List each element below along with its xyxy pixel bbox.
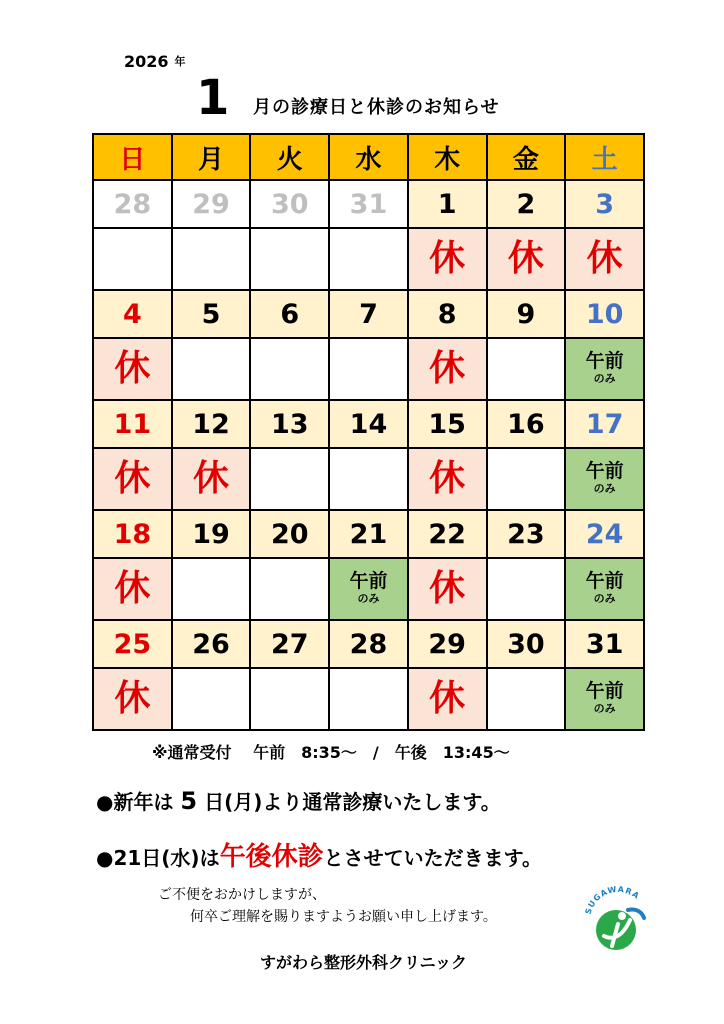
calendar-table <box>92 133 645 731</box>
date-row <box>93 400 644 448</box>
weekday-tue: 火 <box>250 134 329 180</box>
status-cell <box>93 228 172 290</box>
status-cell <box>329 448 408 510</box>
weekday-sun: 日 <box>93 134 172 180</box>
date-cell: 19 <box>172 510 251 558</box>
am-only-label: 午前 <box>585 350 624 373</box>
weekday-thu: 木 <box>408 134 487 180</box>
page-title: 月の診療日と休診のお知らせ <box>253 97 500 118</box>
status-cell <box>172 338 251 400</box>
closed-mark: 休 <box>114 348 151 389</box>
date-cell: 31 <box>565 620 644 668</box>
status-cell-closed <box>93 338 172 400</box>
status-cell <box>172 558 251 620</box>
status-cell <box>250 668 329 730</box>
status-cell <box>172 228 251 290</box>
weekday-sat: 土 <box>565 134 644 180</box>
status-cell <box>487 448 566 510</box>
date-cell: 5 <box>172 290 251 338</box>
weekday-mon: 月 <box>172 134 251 180</box>
status-cell-am-only <box>565 668 644 730</box>
date-cell: 24 <box>565 510 644 558</box>
date-row <box>93 510 644 558</box>
closed-mark: 休 <box>586 238 623 279</box>
date-cell: 28 <box>93 180 172 228</box>
status-row <box>93 558 644 620</box>
date-cell: 25 <box>93 620 172 668</box>
status-cell-closed <box>408 338 487 400</box>
date-cell: 3 <box>565 180 644 228</box>
closed-mark: 休 <box>114 458 151 499</box>
am-only-sublabel: のみ <box>593 592 616 606</box>
weekday-wed: 水 <box>329 134 408 180</box>
am-only-label: 午前 <box>585 570 624 593</box>
date-cell: 14 <box>329 400 408 448</box>
closed-mark: 休 <box>429 348 466 389</box>
status-row <box>93 338 644 400</box>
am-only-label: 午前 <box>585 680 624 703</box>
am-only-label: 午前 <box>585 460 624 483</box>
reception-hours: ※通常受付 午前 8:35～ / 午後 13:45～ <box>152 743 510 762</box>
date-cell: 2 <box>487 180 566 228</box>
status-cell <box>329 228 408 290</box>
date-cell: 28 <box>329 620 408 668</box>
closed-mark: 休 <box>507 238 544 279</box>
status-row <box>93 228 644 290</box>
date-cell: 29 <box>408 620 487 668</box>
closed-mark: 休 <box>114 678 151 719</box>
new-year-notice <box>96 786 501 815</box>
date-row <box>93 290 644 338</box>
am-only-sublabel: のみ <box>593 372 616 386</box>
date-cell: 10 <box>565 290 644 338</box>
status-cell-closed <box>408 228 487 290</box>
status-cell <box>329 338 408 400</box>
afternoon-closure-highlight: 午後休診 <box>219 842 324 872</box>
date-cell: 20 <box>250 510 329 558</box>
closed-mark: 休 <box>193 458 230 499</box>
status-cell-am-only <box>329 558 408 620</box>
am-only-sublabel: のみ <box>593 482 616 496</box>
date-cell: 27 <box>250 620 329 668</box>
status-cell-closed <box>172 448 251 510</box>
status-cell-am-only <box>565 338 644 400</box>
clinic-name: すがわら整形外科クリニック <box>260 953 468 972</box>
status-row <box>93 668 644 730</box>
date-cell: 29 <box>172 180 251 228</box>
status-cell <box>487 668 566 730</box>
date-cell: 17 <box>565 400 644 448</box>
closed-mark: 休 <box>429 458 466 499</box>
am-only-label: 午前 <box>349 570 388 593</box>
am-only-sublabel: のみ <box>593 702 616 716</box>
date-cell: 22 <box>408 510 487 558</box>
closed-mark: 休 <box>429 568 466 609</box>
date-cell: 31 <box>329 180 408 228</box>
closed-mark: 休 <box>429 678 466 719</box>
date-cell: 18 <box>93 510 172 558</box>
month-number: 1 <box>196 70 230 126</box>
date-cell: 6 <box>250 290 329 338</box>
date-row <box>93 620 644 668</box>
date-cell: 21 <box>329 510 408 558</box>
date-cell: 16 <box>487 400 566 448</box>
clinic-logo <box>582 880 654 958</box>
status-row <box>93 448 644 510</box>
closed-mark: 休 <box>114 568 151 609</box>
status-cell-closed <box>93 668 172 730</box>
apology-line-1: ご不便をおかけしますが、 <box>158 887 326 903</box>
date-cell: 4 <box>93 290 172 338</box>
weekday-header-row <box>93 134 644 180</box>
date-cell: 11 <box>93 400 172 448</box>
status-cell <box>250 448 329 510</box>
status-cell-am-only <box>565 448 644 510</box>
new-year-notice-day: 5 <box>180 787 198 815</box>
date-cell: 23 <box>487 510 566 558</box>
status-cell <box>329 668 408 730</box>
year-suffix: 年 <box>174 55 186 68</box>
closed-mark: 休 <box>429 238 466 279</box>
date-cell: 26 <box>172 620 251 668</box>
status-cell-closed <box>408 558 487 620</box>
status-cell <box>250 558 329 620</box>
new-year-notice-prefix: ●新年は <box>96 790 181 814</box>
date-cell: 30 <box>487 620 566 668</box>
date-cell: 7 <box>329 290 408 338</box>
apology-line-2: 何卒ご理解を賜りますようお願い申し上げます。 <box>190 909 497 925</box>
status-cell <box>487 338 566 400</box>
date-cell: 13 <box>250 400 329 448</box>
date-row <box>93 180 644 228</box>
date-cell: 12 <box>172 400 251 448</box>
status-cell-closed <box>408 448 487 510</box>
logo-text: SUGAWARA <box>583 884 642 916</box>
year-label <box>124 52 186 71</box>
afternoon-closure-prefix: ●21日(水)は <box>96 846 220 870</box>
status-cell <box>172 668 251 730</box>
new-year-notice-suffix: 日(月)より通常診療いたします。 <box>197 790 501 814</box>
status-cell-closed <box>408 668 487 730</box>
status-cell-closed <box>93 448 172 510</box>
status-cell-closed <box>487 228 566 290</box>
status-cell-am-only <box>565 558 644 620</box>
status-cell <box>487 558 566 620</box>
date-cell: 8 <box>408 290 487 338</box>
status-cell-closed <box>93 558 172 620</box>
date-cell: 15 <box>408 400 487 448</box>
date-cell: 9 <box>487 290 566 338</box>
afternoon-closure-notice <box>96 836 542 873</box>
year-number: 2026 <box>124 52 169 71</box>
date-cell: 1 <box>408 180 487 228</box>
status-cell <box>250 338 329 400</box>
am-only-sublabel: のみ <box>357 592 380 606</box>
afternoon-closure-suffix: とさせていただきます。 <box>323 846 542 870</box>
weekday-fri: 金 <box>487 134 566 180</box>
status-cell-closed <box>565 228 644 290</box>
status-cell <box>250 228 329 290</box>
date-cell: 30 <box>250 180 329 228</box>
